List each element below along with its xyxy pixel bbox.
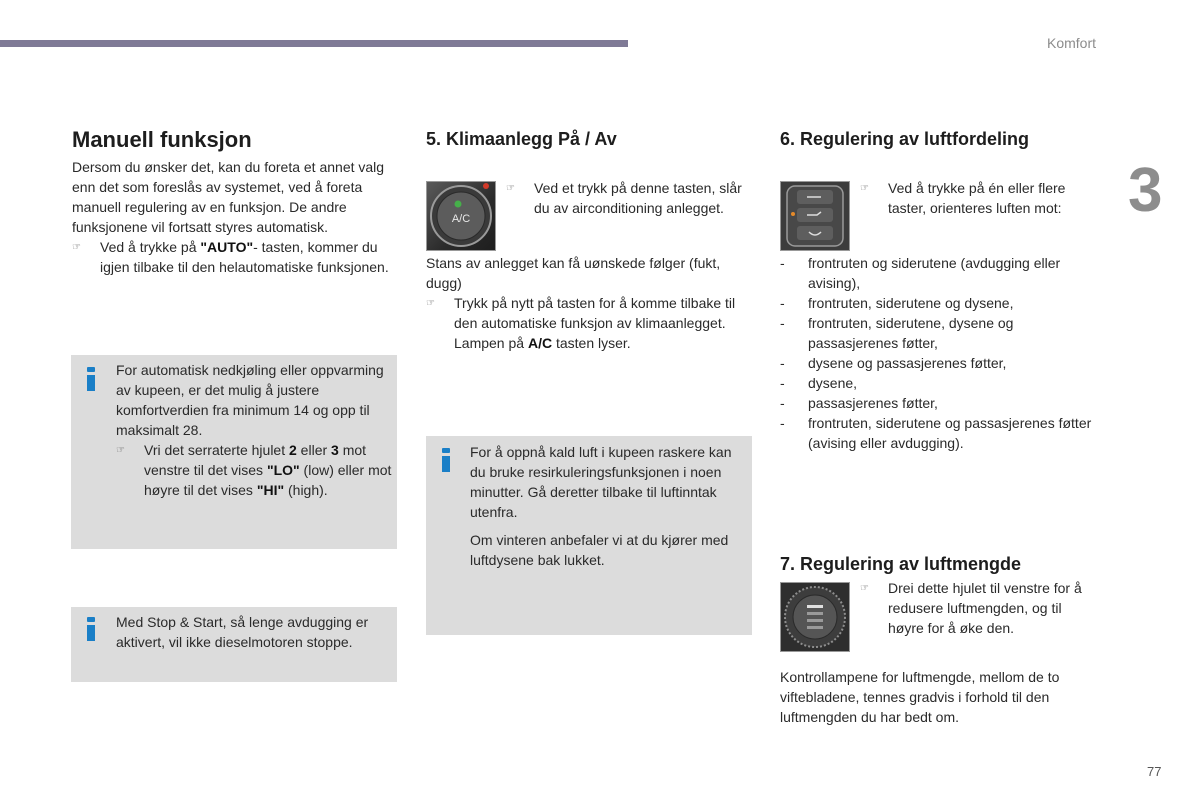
- page-number: 77: [1147, 764, 1162, 779]
- pointing-hand-icon: ☞: [72, 242, 81, 253]
- air-flow-paragraph: Kontrollampene for luftmengde, mellom de to viftebladene, tennes gradvis i forhold til den luftmengden du har bedt om.: [780, 669, 1060, 725]
- chapter-number: 3: [1128, 156, 1163, 225]
- info-box-recirculation: [426, 436, 752, 635]
- pointing-hand-icon: ☞: [506, 183, 515, 194]
- info-icon: [442, 448, 450, 472]
- col2-bullet2: ☞ Trykk på nytt på tasten for å komme tilbake til den automatiske funksjon av klimaanlegget. Lampen på A/C tasten lyser.: [426, 295, 736, 351]
- air-distribution-list: [780, 253, 1100, 453]
- pointing-hand-icon: ☞: [116, 445, 125, 456]
- col1-bullet: ☞ Ved å trykke på "AUTO"- tasten, kommer du igjen tilbake til den helautomatiske funksjonen.: [72, 239, 389, 275]
- pointing-hand-icon: ☞: [860, 183, 869, 194]
- col3-bullet7: ☞ Drei dette hjulet til venstre for å redusere luftmengden, og til høyre for å øke den.: [860, 580, 1082, 636]
- header-bar: [0, 40, 628, 47]
- list-item: - frontruten og siderutene (avdugging eller avising),: [780, 255, 1061, 291]
- ac-button-image: [426, 181, 496, 251]
- info-box-comfort: [71, 355, 397, 549]
- title-manuell-funksjon: Manuell funksjon: [72, 127, 252, 152]
- col1-intro: Dersom du ønsker det, kan du foreta et annet valg enn det som foreslås av systemet, ved å foreta manuell regulering av en funksjon. De andre funksjonene vil fortsatt styres automatisk.: [72, 159, 385, 235]
- col2-para: Stans av anlegget kan få uønskede følger (fukt, dugg): [426, 255, 721, 291]
- pointing-hand-icon: ☞: [426, 298, 435, 309]
- title-luftfordeling: 6. Regulering av luftfordeling: [780, 129, 1030, 149]
- col2-bullet1: ☞ Ved et trykk på denne tasten, slår du av airconditioning anlegget.: [506, 180, 742, 216]
- info-comfort-text: For automatisk nedkjøling eller oppvarming av kupeen, er det mulig å justere komfortverdien fra minimum 14 og opp til maksimalt 28.: [116, 362, 384, 438]
- list-item: - dysene,: [780, 375, 858, 391]
- info-recirc-p1: For å oppnå kald luft i kupeen raskere kan du bruke resirkuleringsfunksjonen i noen minutter. Gå deretter tilbake til luftinntak utenfra.: [470, 444, 732, 520]
- ac-button-label: A/C: [451, 213, 471, 225]
- info-stop-start-text: Med Stop & Start, så lenge avdugging er aktivert, vil ikke dieselmotoren stoppe.: [116, 614, 369, 650]
- list-item: - frontruten, siderutene og dysene,: [780, 295, 1014, 311]
- list-item: - passasjerenes føtter,: [780, 395, 938, 411]
- list-item: - frontruten, siderutene, dysene og passasjerenes føtter,: [780, 315, 1014, 351]
- col2-body: [426, 253, 752, 353]
- info-box-stop-start: [71, 607, 397, 682]
- info-icon: [87, 367, 95, 391]
- title-klimaanlegg: 5. Klimaanlegg På / Av: [426, 129, 617, 149]
- title-luftmengde: 7. Regulering av luftmengde: [780, 554, 1022, 574]
- col3-bullet6: ☞ Ved å trykke på én eller flere taster, orienteres luften mot:: [860, 180, 1066, 216]
- col1-body: [72, 157, 390, 277]
- list-item: - frontruten, siderutene og passasjerenes føtter (avising eller avdugging).: [780, 415, 1092, 451]
- pointing-hand-icon: ☞: [860, 583, 869, 594]
- info-icon: [87, 617, 95, 641]
- air-flow-dial-image: [780, 582, 850, 652]
- list-item: - dysene og passasjerenes føtter,: [780, 355, 1007, 371]
- section-label: Komfort: [1047, 35, 1097, 51]
- air-distribution-buttons-image: [780, 181, 850, 251]
- info-recirc-p2: Om vinteren anbefaler vi at du kjører med luftdysene bak lukket.: [470, 532, 729, 568]
- info-comfort-bullet: ☞ Vri det serraterte hjulet 2 eller 3 mot venstre til det vises "LO" (low) eller mot høyre til det vises "HI" (high).: [116, 442, 392, 498]
